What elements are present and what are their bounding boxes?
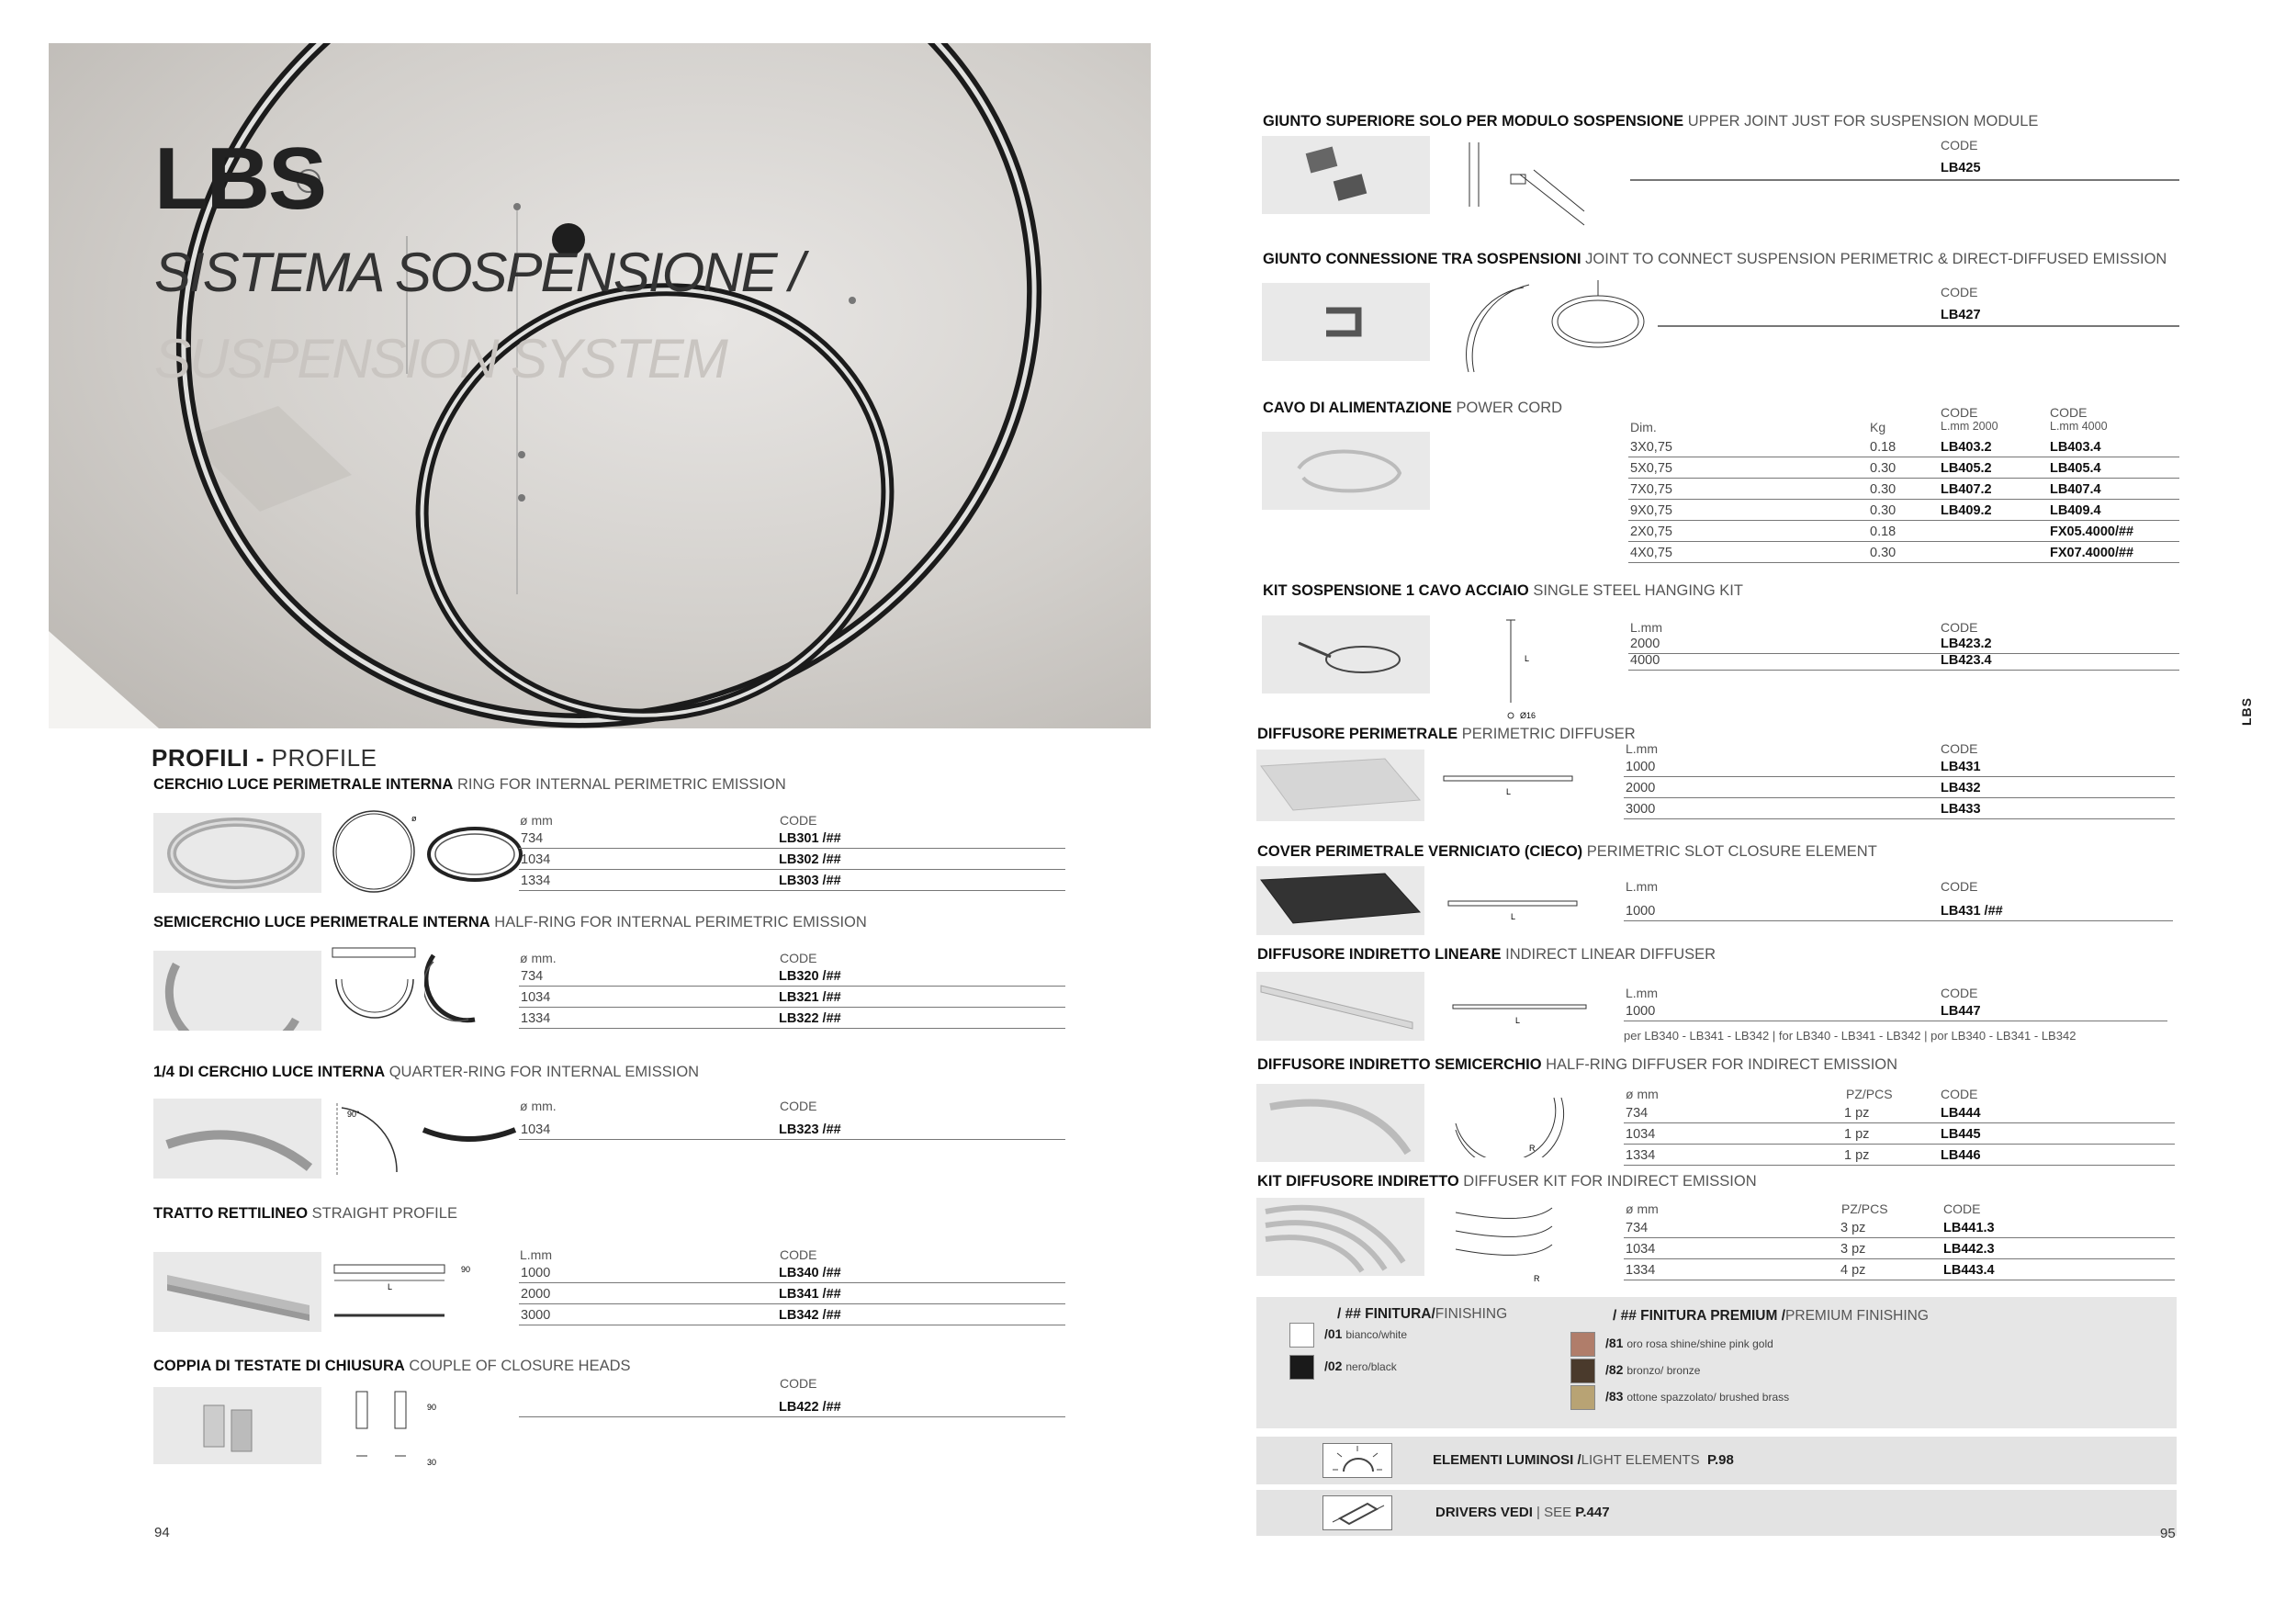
- cell-diameter: 1034: [1626, 1242, 1656, 1257]
- cell-length: 2000: [1626, 781, 1656, 795]
- diffuser-kit-drawing: [1451, 1203, 1566, 1286]
- r7-compatibility-note: per LB340 - LB341 - LB342 | for LB340 - LB341 - LB342 | por LB340 - LB341 - LB342: [1624, 1029, 2077, 1043]
- r2-divider: [1658, 325, 2179, 327]
- connection-joint-drawing: [1465, 280, 1649, 381]
- r8-col-diameter: ø mm: [1626, 1087, 1659, 1101]
- light-bulb-icon: [1322, 1443, 1392, 1478]
- r3-col-len4000: L.mm 4000: [2050, 420, 2108, 433]
- finishing-panel: [1256, 1297, 2177, 1428]
- drivers-text: DRIVERS VEDI | SEE P.447: [1435, 1505, 1610, 1520]
- cell-diameter: 1334: [521, 874, 551, 888]
- svg-text:30: 30: [427, 1458, 437, 1467]
- cell-code-2000: LB403.2: [1941, 440, 1992, 455]
- section-closure-heads-title: COPPIA DI TESTATE DI CHIUSURA COUPLE OF CLOSURE HEADS: [153, 1358, 631, 1374]
- r5-col-length: L.mm: [1626, 741, 1658, 756]
- cell-kg: 0.30: [1870, 461, 1896, 476]
- cell-pcs: 3 pz: [1840, 1242, 1866, 1257]
- upper-joint-photo: [1262, 136, 1430, 214]
- s1-col-code: CODE: [780, 813, 817, 828]
- perimetric-diffuser-photo: [1256, 750, 1424, 821]
- svg-text:ø: ø: [411, 814, 417, 823]
- cell-pcs: 1 pz: [1844, 1148, 1870, 1163]
- cell-dim: 7X0,75: [1630, 482, 1672, 497]
- r2-code: LB427: [1941, 308, 1981, 322]
- cell-length: 1000: [1626, 1004, 1656, 1019]
- cell-code-4000: FX07.4000/##: [2050, 546, 2134, 560]
- cell-code: LB341 /##: [779, 1287, 841, 1302]
- section-power-cord-title: CAVO DI ALIMENTAZIONE POWER CORD: [1263, 400, 1563, 416]
- svg-text:L: L: [388, 1282, 393, 1291]
- table-row: [1628, 479, 2179, 500]
- table-row: [1624, 1001, 2167, 1021]
- half-ring-photo: [153, 951, 321, 1031]
- section-upper-joint-title: GIUNTO SUPERIORE SOLO PER MODULO SOSPENSIONE UPPER JOINT JUST FOR SUSPENSION MODULE: [1263, 113, 2039, 130]
- r6-col-length: L.mm: [1626, 879, 1658, 894]
- half-ring-drawing: [331, 946, 422, 1038]
- r7-col-code: CODE: [1941, 986, 1978, 1000]
- r7-col-length: L.mm: [1626, 986, 1658, 1000]
- s4-col-code: CODE: [780, 1247, 817, 1262]
- light-elements-text: ELEMENTI LUMINOSI /LIGHT ELEMENTS P.98: [1433, 1452, 1734, 1468]
- cell-diameter: 1034: [521, 852, 551, 867]
- table-row: [519, 1284, 1065, 1304]
- cell-code-4000: LB409.4: [2050, 503, 2101, 518]
- cell-dim: 4X0,75: [1630, 546, 1672, 560]
- svg-text:L: L: [1515, 1016, 1521, 1025]
- cell-code: LB321 /##: [779, 990, 841, 1005]
- cell-pcs: 3 pz: [1840, 1221, 1866, 1235]
- cell-length: 3000: [1626, 802, 1656, 817]
- quarter-ring-drawing: [332, 1099, 415, 1181]
- r1-divider: [1630, 179, 2179, 181]
- table-row: [1624, 799, 2175, 819]
- steel-kit-diameter-label: Ø16: [1520, 711, 1536, 720]
- quarter-ring-photo: [153, 1099, 321, 1179]
- cell-length: 2000: [1630, 637, 1660, 651]
- finish-label: /81 oro rosa shine/shine pink gold: [1605, 1336, 1773, 1350]
- table-row: [1624, 1260, 2175, 1280]
- cell-code-4000: LB405.4: [2050, 461, 2101, 476]
- svg-text:R: R: [1534, 1274, 1540, 1283]
- r3-col-kg: Kg: [1870, 420, 1886, 434]
- cell-dim: 2X0,75: [1630, 524, 1672, 539]
- r2-col-code: CODE: [1941, 285, 1978, 299]
- finish-label: /83 ottone spazzolato/ brushed brass: [1605, 1389, 1790, 1404]
- table-row: [519, 1397, 1065, 1417]
- table-row: [1624, 1103, 2175, 1123]
- finish-label: /01 bianco/white: [1324, 1326, 1408, 1341]
- table-row: [519, 987, 1065, 1008]
- slot-closure-photo: [1256, 866, 1424, 935]
- cell-diameter: 1034: [1626, 1127, 1656, 1142]
- s5-col-code: CODE: [780, 1376, 817, 1391]
- cell-code: LB444: [1941, 1106, 1981, 1121]
- table-row: [1624, 1239, 2175, 1259]
- cell-diameter: 1334: [1626, 1148, 1656, 1163]
- r6-col-code: CODE: [1941, 879, 1978, 894]
- finish-swatch[interactable]: [1570, 1385, 1595, 1410]
- finish-swatch[interactable]: [1570, 1359, 1595, 1383]
- table-row: [519, 1305, 1065, 1325]
- cell-code: LB432: [1941, 781, 1981, 795]
- r4-col-length: L.mm: [1630, 620, 1662, 635]
- hero-subtitle-en: SUSPENSION SYSTEM: [154, 328, 726, 389]
- table-row: [1624, 778, 2175, 798]
- s4-col-length: L.mm: [520, 1247, 552, 1262]
- hero-title: LBS: [154, 130, 325, 228]
- table-row: [1628, 543, 2179, 563]
- section-steel-hanging-kit-title: KIT SOSPENSIONE 1 CAVO ACCIAIO SINGLE STEEL HANGING KIT: [1263, 582, 1743, 599]
- cell-code: LB433: [1941, 802, 1981, 817]
- s3-col-diameter: ø mm.: [520, 1099, 557, 1113]
- cell-code: LB302 /##: [779, 852, 841, 867]
- section-ring-internal-title: CERCHIO LUCE PERIMETRALE INTERNA RING FOR INTERNAL PERIMETRIC EMISSION: [153, 776, 786, 793]
- diffuser-kit-photo: [1256, 1198, 1424, 1276]
- cell-code: LB447: [1941, 1004, 1981, 1019]
- r3-col-code2: CODE: [2050, 405, 2088, 420]
- section-straight-profile-title: TRATTO RETTILINEO STRAIGHT PROFILE: [153, 1205, 457, 1222]
- s1-col-diameter: ø mm: [520, 813, 553, 828]
- cell-code: LB342 /##: [779, 1308, 841, 1323]
- s2-col-diameter: ø mm.: [520, 951, 557, 965]
- light-elements-bar[interactable]: [1256, 1437, 2177, 1484]
- cell-code-2000: LB407.2: [1941, 482, 1992, 497]
- cell-code: LB443.4: [1943, 1263, 1995, 1278]
- quarter-ring-3d-drawing: [419, 1116, 520, 1162]
- power-cord-photo: [1262, 432, 1430, 510]
- svg-text:R: R: [1529, 1144, 1536, 1153]
- svg-text:90°: 90°: [347, 1110, 360, 1119]
- table-row: [1624, 757, 2175, 777]
- r1-code: LB425: [1941, 161, 1981, 175]
- cell-diameter: 1034: [521, 990, 551, 1005]
- profiles-title: [152, 744, 377, 773]
- table-row: [1624, 1218, 2175, 1238]
- r4-col-code: CODE: [1941, 620, 1978, 635]
- svg-text:L: L: [1506, 787, 1512, 796]
- r3-col-dim: Dim.: [1630, 420, 1657, 434]
- cell-pcs: 1 pz: [1844, 1127, 1870, 1142]
- cell-kg: 0.18: [1870, 524, 1896, 539]
- cell-code: LB422 /##: [779, 1400, 841, 1415]
- section-perimetric-diffuser-title: DIFFUSORE PERIMETRALE PERIMETRIC DIFFUSER: [1257, 726, 1636, 742]
- hero-subtitle-it: SISTEMA SOSPENSIONE /: [154, 242, 803, 303]
- ring-3d-drawing: [424, 822, 525, 886]
- cell-diameter: 1000: [521, 1266, 551, 1280]
- closure-heads-photo: [153, 1387, 321, 1464]
- r1-col-code: CODE: [1941, 138, 1978, 152]
- cell-pcs: 1 pz: [1844, 1106, 1870, 1121]
- section-half-ring-diffuser-title: DIFFUSORE INDIRETTO SEMICERCHIO HALF-RING DIFFUSER FOR INDIRECT EMISSION: [1257, 1056, 1898, 1073]
- cell-code-2000: LB405.2: [1941, 461, 1992, 476]
- steel-kit-length-label: L: [1525, 654, 1530, 663]
- cell-diameter: 734: [1626, 1106, 1649, 1121]
- table-row: [1624, 1145, 2175, 1166]
- section-half-ring-title: SEMICERCHIO LUCE PERIMETRALE INTERNA HALF-RING FOR INTERNAL PERIMETRIC EMISSION: [153, 914, 867, 930]
- r5-col-code: CODE: [1941, 741, 1978, 756]
- half-ring-3d-drawing: [424, 951, 516, 1033]
- half-ring-diffuser-drawing: [1451, 1084, 1566, 1157]
- cell-code: LB323 /##: [779, 1122, 841, 1137]
- cell-code: LB303 /##: [779, 874, 841, 888]
- cell-code: LB441.3: [1943, 1221, 1995, 1235]
- cell-kg: 0.30: [1870, 482, 1896, 497]
- cell-diameter: 1334: [1626, 1263, 1656, 1278]
- cell-length: 4000: [1630, 653, 1660, 668]
- cell-code-4000: LB403.4: [2050, 440, 2101, 455]
- indirect-linear-diffuser-photo: [1256, 972, 1424, 1041]
- cell-diameter: 3000: [521, 1308, 551, 1323]
- steel-hanging-kit-drawing: [1497, 615, 1543, 726]
- steel-hanging-kit-photo: [1262, 615, 1430, 694]
- cell-code: LB322 /##: [779, 1011, 841, 1026]
- cell-diameter: 734: [521, 969, 544, 984]
- cell-code: LB301 /##: [779, 831, 841, 846]
- table-row: [519, 1009, 1065, 1029]
- cell-dim: 3X0,75: [1630, 440, 1672, 455]
- section-diffuser-kit-title: KIT DIFFUSORE INDIRETTO DIFFUSER KIT FOR INDIRECT EMISSION: [1257, 1173, 1757, 1190]
- ring-drawing: [331, 808, 422, 895]
- table-row: [1628, 501, 2179, 521]
- table-row: [1624, 1124, 2175, 1145]
- svg-text:90: 90: [427, 1403, 437, 1412]
- straight-profile-drawing: [332, 1260, 470, 1325]
- finish-label: /82 bronzo/ bronze: [1605, 1362, 1701, 1377]
- table-row: [1628, 458, 2179, 479]
- finish-swatch[interactable]: [1289, 1355, 1314, 1380]
- cell-code: LB446: [1941, 1148, 1981, 1163]
- half-ring-diffuser-photo: [1256, 1084, 1424, 1162]
- perimetric-diffuser-drawing: [1442, 772, 1575, 799]
- cell-code: LB423.2: [1941, 637, 1992, 651]
- section-quarter-ring-title: 1/4 DI CERCHIO LUCE INTERNA QUARTER-RING FOR INTERNAL EMISSION: [153, 1064, 700, 1080]
- cell-code: LB445: [1941, 1127, 1981, 1142]
- profiles-title-en: PROFILE: [271, 744, 377, 772]
- finish-swatch[interactable]: [1289, 1323, 1314, 1348]
- profiles-title-it: PROFILI -: [152, 744, 264, 772]
- cell-diameter: 734: [1626, 1221, 1649, 1235]
- ring-photo: [153, 813, 321, 893]
- page-number-left: 94: [154, 1525, 170, 1540]
- r3-col-len2000: L.mm 2000: [1941, 420, 1998, 433]
- finish-swatch[interactable]: [1570, 1332, 1595, 1357]
- straight-profile-photo: [153, 1252, 321, 1332]
- cell-code: LB423.4: [1941, 653, 1992, 668]
- cell-code: LB320 /##: [779, 969, 841, 984]
- cell-kg: 0.30: [1870, 546, 1896, 560]
- r8-col-code: CODE: [1941, 1087, 1978, 1101]
- table-row: [519, 829, 1065, 849]
- cell-code: LB431 /##: [1941, 904, 2003, 919]
- connection-joint-photo: [1262, 283, 1430, 361]
- table-row: [519, 871, 1065, 891]
- section-indirect-linear-diffuser-title: DIFFUSORE INDIRETTO LINEARE INDIRECT LINEAR DIFFUSER: [1257, 946, 1716, 963]
- cell-dim: 9X0,75: [1630, 503, 1672, 518]
- table-row: [519, 1120, 1065, 1140]
- finish-label: /02 nero/black: [1324, 1359, 1397, 1373]
- cell-diameter: 1034: [521, 1122, 551, 1137]
- cell-code: LB431: [1941, 760, 1981, 774]
- s3-col-code: CODE: [780, 1099, 817, 1113]
- table-row: [1628, 650, 2179, 671]
- r3-col-code1: CODE: [1941, 405, 1978, 420]
- section-slot-closure-title: COVER PERIMETRALE VERNICIATO (CIECO) PERIMETRIC SLOT CLOSURE ELEMENT: [1257, 843, 1877, 860]
- cell-dim: 5X0,75: [1630, 461, 1672, 476]
- cell-pcs: 4 pz: [1840, 1263, 1866, 1278]
- cell-length: 1000: [1626, 904, 1656, 919]
- table-row: [519, 850, 1065, 870]
- table-row: [1628, 437, 2179, 457]
- r8-col-pcs: PZ/PCS: [1846, 1087, 1893, 1101]
- cell-code-4000: LB407.4: [2050, 482, 2101, 497]
- table-row: [1628, 522, 2179, 542]
- cell-code-4000: FX05.4000/##: [2050, 524, 2134, 539]
- drivers-bar[interactable]: [1256, 1490, 2177, 1536]
- r9-col-diameter: ø mm: [1626, 1201, 1659, 1216]
- premium-finishing-heading: / ## FINITURA PREMIUM /PREMIUM FINISHING: [1613, 1308, 1929, 1324]
- table-row: [1624, 901, 2173, 921]
- r9-col-code: CODE: [1943, 1201, 1981, 1216]
- cell-diameter: 2000: [521, 1287, 551, 1302]
- r9-col-pcs: PZ/PCS: [1841, 1201, 1888, 1216]
- side-label: LBS: [2239, 697, 2254, 726]
- cell-kg: 0.30: [1870, 503, 1896, 518]
- table-row: [519, 1263, 1065, 1283]
- closure-heads-drawing: [354, 1387, 455, 1474]
- svg-text:90: 90: [461, 1265, 470, 1274]
- page-number-right: 95: [2160, 1526, 2176, 1541]
- table-row: [519, 966, 1065, 987]
- cell-diameter: 734: [521, 831, 544, 846]
- cell-length: 1000: [1626, 760, 1656, 774]
- driver-icon: [1322, 1495, 1392, 1530]
- cell-kg: 0.18: [1870, 440, 1896, 455]
- section-connection-joint-title: GIUNTO CONNESSIONE TRA SOSPENSIONI JOINT TO CONNECT SUSPENSION PERIMETRIC & DIRECT-DIFFUSED EMISSION: [1263, 251, 2167, 267]
- cell-code: LB340 /##: [779, 1266, 841, 1280]
- s2-col-code: CODE: [780, 951, 817, 965]
- upper-joint-drawing: [1465, 138, 1589, 230]
- svg-text:L: L: [1511, 912, 1516, 921]
- cell-code: LB442.3: [1943, 1242, 1995, 1257]
- slot-closure-drawing: [1446, 897, 1580, 925]
- cell-diameter: 1334: [521, 1011, 551, 1026]
- indirect-linear-diffuser-drawing: [1451, 1001, 1589, 1029]
- cell-code-2000: LB409.2: [1941, 503, 1992, 518]
- finishing-heading: / ## FINITURA/FINISHING: [1337, 1306, 1508, 1322]
